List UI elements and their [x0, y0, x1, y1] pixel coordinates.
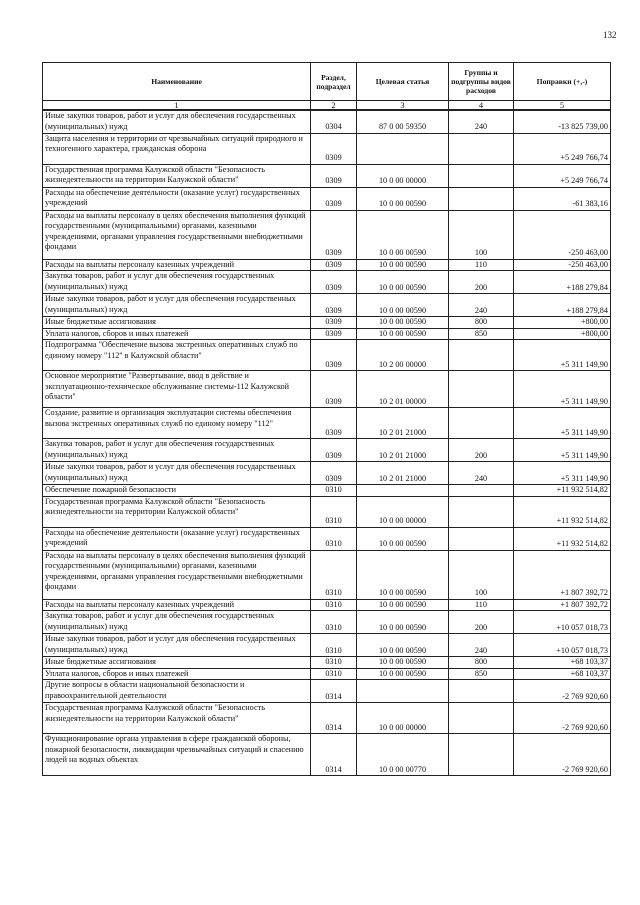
- table-row: [43, 657, 611, 669]
- column-number: 3: [357, 101, 449, 111]
- row-name: Основное мероприятие "Развертывание, ввод в действие и эксплуатационно-техническое обслуживание системы-112 Калужской области": [43, 371, 311, 408]
- table-row: [43, 294, 611, 317]
- table-row: [43, 340, 611, 371]
- row-target-code: 10 0 00 00590: [357, 317, 449, 329]
- row-section: 0309: [311, 259, 357, 271]
- row-name: Государственная программа Калужской области "Безопасность жизнедеятельности на территории Калужской области": [43, 164, 311, 187]
- row-amount: +5 311 149,90: [514, 439, 611, 462]
- row-section: 0309: [311, 328, 357, 340]
- row-amount: +68 103,37: [514, 668, 611, 680]
- column-number: 1: [43, 101, 311, 111]
- row-expense-group: 200: [449, 439, 514, 462]
- row-target-code: [357, 133, 449, 164]
- row-target-code: 10 0 00 00590: [357, 271, 449, 294]
- row-amount: +68 103,37: [514, 657, 611, 669]
- row-name: Иные бюджетные ассигнования: [43, 657, 311, 669]
- row-amount: -13 825 739,00: [514, 110, 611, 133]
- table-row: [43, 408, 611, 439]
- row-name: Уплата налогов, сборов и иных платежей: [43, 328, 311, 340]
- table-row: [43, 328, 611, 340]
- table-row: [43, 371, 611, 408]
- row-name: Иные закупки товаров, работ и услуг для обеспечения государственных (муниципальных) нужд: [43, 294, 311, 317]
- table-row: [43, 271, 611, 294]
- row-expense-group: 800: [449, 317, 514, 329]
- row-amount: +188 279,84: [514, 271, 611, 294]
- row-expense-group: [449, 703, 514, 734]
- row-name: Иные закупки товаров, работ и услуг для обеспечения государственных (муниципальных) нужд: [43, 634, 311, 657]
- table-row: [43, 317, 611, 329]
- row-expense-group: [449, 340, 514, 371]
- row-target-code: 10 0 00 00770: [357, 734, 449, 776]
- row-name: Закупка товаров, работ и услуг для обеспечения государственных (муниципальных) нужд: [43, 611, 311, 634]
- row-target-code: 10 0 00 00590: [357, 259, 449, 271]
- row-target-code: 10 2 01 21000: [357, 439, 449, 462]
- row-expense-group: 800: [449, 657, 514, 669]
- table-row: [43, 611, 611, 634]
- table-row: [43, 668, 611, 680]
- row-target-code: 87 0 00 59350: [357, 110, 449, 133]
- row-name: Расходы на обеспечение деятельности (оказание услуг) государственных учреждений: [43, 187, 311, 210]
- row-name: Закупка товаров, работ и услуг для обеспечения государственных (муниципальных) нужд: [43, 439, 311, 462]
- row-amount: +5 249 766,74: [514, 133, 611, 164]
- row-expense-group: 200: [449, 271, 514, 294]
- table-row: [43, 210, 611, 259]
- row-name: Расходы на выплаты персоналу в целях обеспечения выполнения функций государственными (муниципальными) органами, казенными учреждениями, органами управления государственными внебюджетными фондами: [43, 550, 311, 599]
- table-row: [43, 550, 611, 599]
- row-name: Расходы на выплаты персоналу в целях обеспечения выполнения функций государственными (муниципальными) органами, казенными учреждениями, органами управления государственными внебюджетными фондами: [43, 210, 311, 259]
- row-expense-group: 200: [449, 611, 514, 634]
- row-expense-group: 110: [449, 599, 514, 611]
- row-name: Создание, развитие и организация эксплуатации системы обеспечения вызова экстренных оперативных служб по единому номеру "112": [43, 408, 311, 439]
- row-section: 0309: [311, 133, 357, 164]
- table-body: [43, 110, 611, 776]
- header-amount: Поправки (+,-): [514, 63, 611, 101]
- table-row: [43, 634, 611, 657]
- row-amount: -250 463,00: [514, 210, 611, 259]
- row-target-code: 10 0 00 00590: [357, 187, 449, 210]
- row-target-code: 10 2 00 00000: [357, 340, 449, 371]
- header-row: [43, 63, 611, 101]
- row-name: Подпрограмма "Обеспечение вызова экстренных оперативных служб по единому номеру "112" в Калужской области": [43, 340, 311, 371]
- row-target-code: 10 0 00 00000: [357, 496, 449, 527]
- row-amount: -2 769 920,60: [514, 734, 611, 776]
- header-groups: Группы и подгруппы видов расходов: [449, 63, 514, 101]
- row-target-code: [357, 485, 449, 497]
- row-section: 0310: [311, 550, 357, 599]
- row-amount: +1 807 392,72: [514, 599, 611, 611]
- row-expense-group: 100: [449, 550, 514, 599]
- row-amount: +10 057 018,73: [514, 634, 611, 657]
- row-section: 0310: [311, 485, 357, 497]
- row-expense-group: 240: [449, 462, 514, 485]
- row-amount: +11 932 514,82: [514, 527, 611, 550]
- row-name: Другие вопросы в области национальной безопасности и правоохранительной деятельности: [43, 680, 311, 703]
- row-expense-group: [449, 527, 514, 550]
- row-amount: +11 932 514,82: [514, 496, 611, 527]
- column-number: 5: [514, 101, 611, 111]
- table-row: [43, 703, 611, 734]
- row-section: 0309: [311, 462, 357, 485]
- row-amount: -2 769 920,60: [514, 680, 611, 703]
- row-section: 0309: [311, 340, 357, 371]
- row-expense-group: [449, 734, 514, 776]
- row-expense-group: [449, 680, 514, 703]
- row-expense-group: 850: [449, 668, 514, 680]
- row-target-code: 10 2 01 21000: [357, 462, 449, 485]
- row-amount: +188 279,84: [514, 294, 611, 317]
- row-name: Иные бюджетные ассигнования: [43, 317, 311, 329]
- row-expense-group: [449, 164, 514, 187]
- row-section: 0310: [311, 599, 357, 611]
- row-section: 0309: [311, 317, 357, 329]
- row-name: Иные закупки товаров, работ и услуг для обеспечения государственных (муниципальных) нужд: [43, 110, 311, 133]
- row-target-code: 10 0 00 00590: [357, 668, 449, 680]
- header-name: Наименование: [43, 63, 311, 101]
- row-target-code: 10 0 00 00590: [357, 657, 449, 669]
- row-section: 0310: [311, 634, 357, 657]
- row-amount: -2 769 920,60: [514, 703, 611, 734]
- table-row: [43, 187, 611, 210]
- row-name: Закупка товаров, работ и услуг для обеспечения государственных (муниципальных) нужд: [43, 271, 311, 294]
- table-row: [43, 527, 611, 550]
- column-number: 2: [311, 101, 357, 111]
- row-expense-group: 240: [449, 634, 514, 657]
- row-amount: -250 463,00: [514, 259, 611, 271]
- table-row: [43, 133, 611, 164]
- row-target-code: [357, 680, 449, 703]
- table-row: [43, 110, 611, 133]
- row-section: 0314: [311, 680, 357, 703]
- row-target-code: 10 0 00 00000: [357, 703, 449, 734]
- row-section: 0309: [311, 371, 357, 408]
- row-name: Функционирование органа управления в сфере гражданской обороны, пожарной безопасности, ликвидации чрезвычайных ситуаций и спасению людей на водных объектах: [43, 734, 311, 776]
- row-expense-group: 240: [449, 294, 514, 317]
- row-section: 0309: [311, 187, 357, 210]
- row-section: 0304: [311, 110, 357, 133]
- row-amount: +5 311 149,90: [514, 462, 611, 485]
- row-amount: +5 311 149,90: [514, 371, 611, 408]
- row-name: Расходы на выплаты персоналу казенных учреждений: [43, 259, 311, 271]
- table-row: [43, 259, 611, 271]
- row-expense-group: [449, 371, 514, 408]
- row-section: 0309: [311, 271, 357, 294]
- row-amount: +10 057 018,73: [514, 611, 611, 634]
- table-row: [43, 680, 611, 703]
- row-amount: +800,00: [514, 317, 611, 329]
- row-expense-group: [449, 496, 514, 527]
- table-row: [43, 439, 611, 462]
- row-section: 0309: [311, 210, 357, 259]
- row-amount: -61 383,16: [514, 187, 611, 210]
- row-target-code: 10 0 00 00590: [357, 210, 449, 259]
- row-expense-group: [449, 187, 514, 210]
- row-target-code: 10 2 01 21000: [357, 408, 449, 439]
- row-section: 0314: [311, 703, 357, 734]
- row-target-code: 10 0 00 00590: [357, 550, 449, 599]
- row-amount: +11 932 514,82: [514, 485, 611, 497]
- row-section: 0310: [311, 527, 357, 550]
- row-target-code: 10 2 01 00000: [357, 371, 449, 408]
- row-target-code: 10 0 00 00590: [357, 328, 449, 340]
- row-amount: +5 311 149,90: [514, 408, 611, 439]
- row-expense-group: 100: [449, 210, 514, 259]
- row-section: 0309: [311, 164, 357, 187]
- column-number-row: [43, 101, 611, 111]
- row-name: Обеспечение пожарной безопасности: [43, 485, 311, 497]
- row-section: 0314: [311, 734, 357, 776]
- row-amount: +1 807 392,72: [514, 550, 611, 599]
- row-target-code: 10 0 00 00590: [357, 611, 449, 634]
- row-section: 0310: [311, 611, 357, 634]
- row-expense-group: [449, 133, 514, 164]
- row-target-code: 10 0 00 00590: [357, 634, 449, 657]
- row-target-code: 10 0 00 00590: [357, 294, 449, 317]
- row-name: Государственная программа Калужской области "Безопасность жизнедеятельности на территории Калужской области": [43, 496, 311, 527]
- table-row: [43, 462, 611, 485]
- row-section: 0309: [311, 439, 357, 462]
- row-target-code: 10 0 00 00590: [357, 527, 449, 550]
- column-number: 4: [449, 101, 514, 111]
- row-name: Расходы на выплаты персоналу казенных учреждений: [43, 599, 311, 611]
- row-section: 0309: [311, 294, 357, 317]
- row-section: 0310: [311, 496, 357, 527]
- table-row: [43, 164, 611, 187]
- row-section: 0309: [311, 408, 357, 439]
- row-section: 0310: [311, 657, 357, 669]
- budget-amendments-table: [42, 62, 611, 776]
- row-expense-group: 850: [449, 328, 514, 340]
- table-row: [43, 496, 611, 527]
- row-section: 0310: [311, 668, 357, 680]
- row-expense-group: [449, 408, 514, 439]
- row-amount: +5 249 766,74: [514, 164, 611, 187]
- page-number: 132: [603, 30, 617, 40]
- row-amount: +800,00: [514, 328, 611, 340]
- row-name: Иные закупки товаров, работ и услуг для обеспечения государственных (муниципальных) нужд: [43, 462, 311, 485]
- header-target: Целевая статья: [357, 63, 449, 101]
- header-section: Раздел, подраздел: [311, 63, 357, 101]
- row-name: Расходы на обеспечение деятельности (оказание услуг) государственных учреждений: [43, 527, 311, 550]
- table-row: [43, 599, 611, 611]
- row-name: Защита населения и территории от чрезвычайных ситуаций природного и техногенного характера, гражданская оборона: [43, 133, 311, 164]
- row-name: Государственная программа Калужской области "Безопасность жизнедеятельности на территории Калужской области": [43, 703, 311, 734]
- row-name: Уплата налогов, сборов и иных платежей: [43, 668, 311, 680]
- table-row: [43, 734, 611, 776]
- row-amount: +5 311 149,90: [514, 340, 611, 371]
- row-target-code: 10 0 00 00000: [357, 164, 449, 187]
- table-row: [43, 485, 611, 497]
- row-target-code: 10 0 00 00590: [357, 599, 449, 611]
- row-expense-group: 110: [449, 259, 514, 271]
- row-expense-group: 240: [449, 110, 514, 133]
- row-expense-group: [449, 485, 514, 497]
